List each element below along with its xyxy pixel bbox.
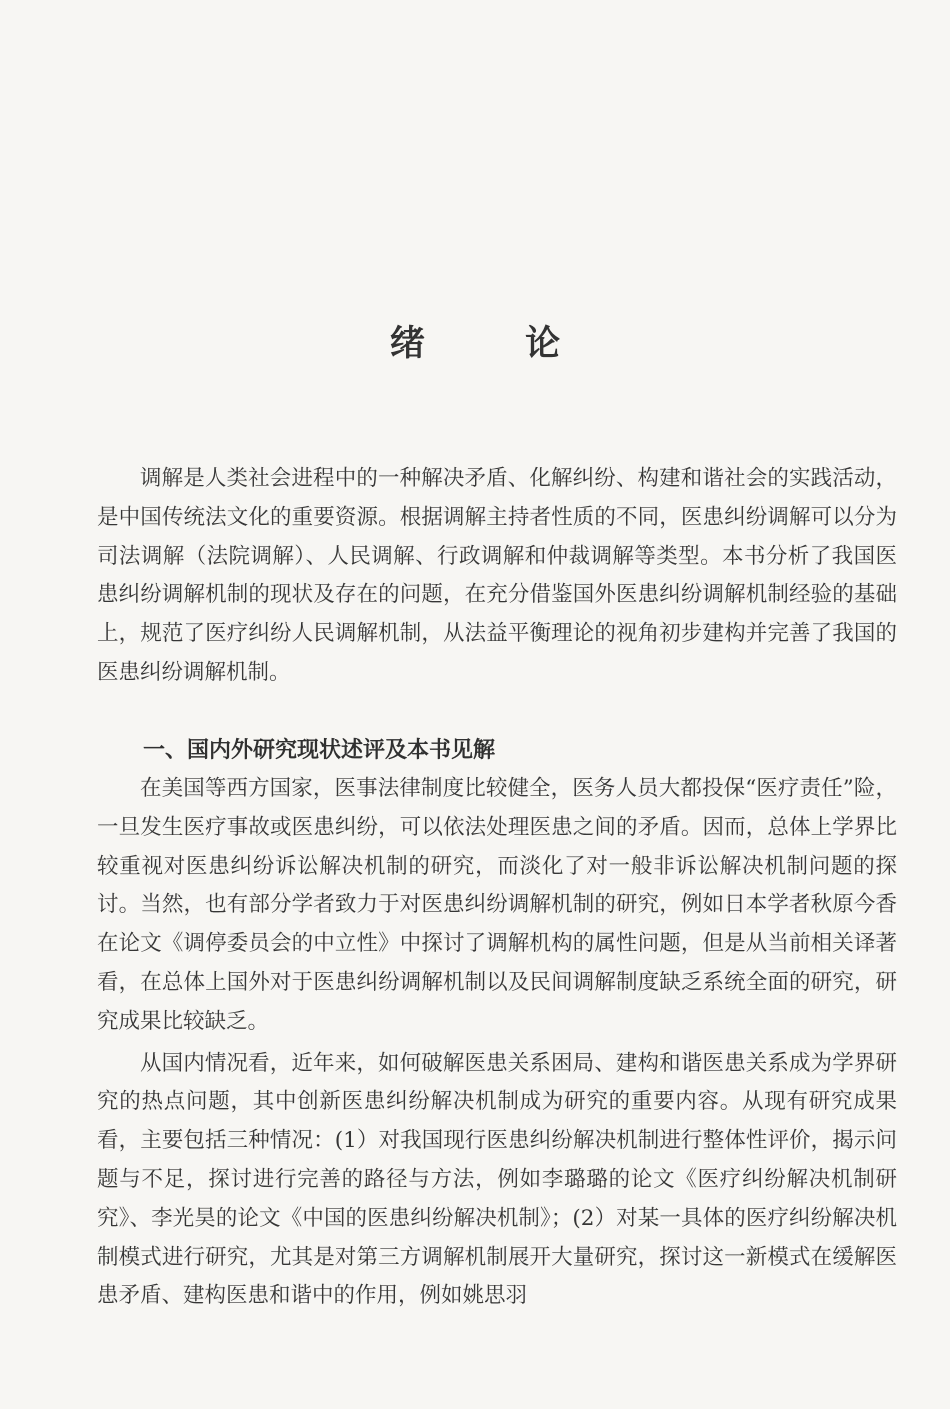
intro-paragraph: 调解是人类社会进程中的一种解决矛盾、化解纠纷、构建和谐社会的实践活动，是中国传统法文化的重要资源。根据调解主持者性质的不同，医患纠纷调解可以分为司法调解（法院调解）、人民调解、行政调解和仲裁调解等类型。本书分析了我国医患纠纷调解机制的现状及存在的问题，在充分借鉴国外医患纠纷调解机制经验的基础上，规范了医疗纠纷人民调解机制，从法益平衡理论的视角初步建构并完善了我国的医患纠纷调解机制。 [97, 466, 897, 685]
intro-section [97, 460, 897, 693]
body-paragraph: 从国内情况看，近年来，如何破解医患关系困局、建构和谐医患关系成为学界研究的热点问题，其中创新医患纠纷解决机制成为研究的重要内容。从现有研究成果看，主要包括三种情况：(1）对我国现行医患纠纷解决机制进行整体性评价，揭示问题与不足，探讨进行完善的路径与方法，例如李璐璐的论文《医疗纠纷解决机制研究》、李光昊的论文《中国的医患纠纷解决机制》；(2）对某一具体的医疗纠纷解决机制模式进行研究，尤其是对第三方调解机制展开大量研究，探讨这一新模式在缓解医患矛盾、建构医患和谐中的作用，例如姚思羽 [97, 1050, 897, 1309]
section-heading: 一、国内外研究现状述评及本书见解 [143, 738, 496, 764]
section-body [97, 770, 897, 1316]
chapter-title: 绪 论 [389, 324, 605, 365]
body-paragraph: 在美国等西方国家，医事法律制度比较健全，医务人员大都投保“医疗责任”险，一旦发生医疗事故或医患纠纷，可以依法处理医患之间的矛盾。因而，总体上学界比较重视对医患纠纷诉讼解决机制的研究，而淡化了对一般非诉讼解决机制问题的探讨。当然，也有部分学者致力于对医患纠纷调解机制的研究，例如日本学者秋原今香在论文《调停委员会的中立性》中探讨了调解机构的属性问题，但是从当前相关译著看，在总体上国外对于医患纠纷调解机制以及民间调解制度缺乏系统全面的研究，研究成果比较缺乏。 [97, 776, 897, 1034]
